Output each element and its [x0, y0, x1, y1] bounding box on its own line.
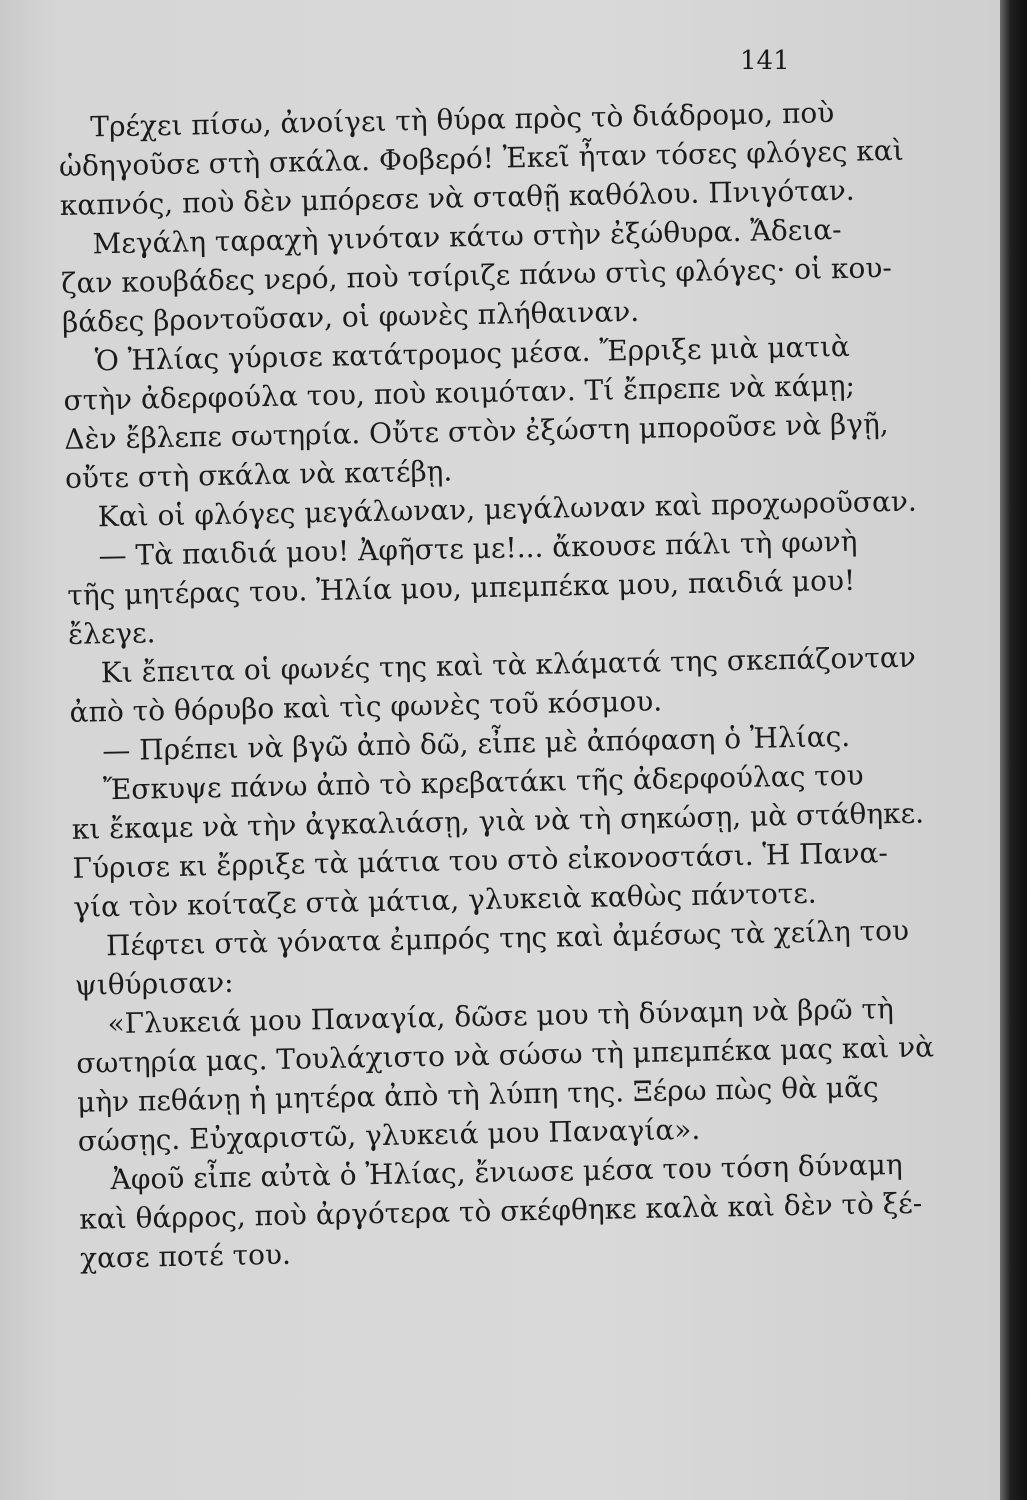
text-line: Ἔσκυψε πάνω ἀπὸ τὸ κρεβατάκι τῆς ἀδερφούλας του — [102, 758, 864, 807]
text-line: Δὲν ἔβλεπε σωτηρία. Οὔτε στὸν ἐξώστη μποροῦσε νὰ βγῇ, — [64, 407, 889, 456]
text-line: Ὁ Ἠλίας γύρισε κατάτρομος μέσα. Ἔρριξε μιὰ ματιὰ — [94, 329, 851, 378]
text-line: ζαν κουβάδες νερό, ποὺ τσίριζε πάνω στὶς φλόγες· οἱ κου- — [61, 251, 893, 300]
text-line: Πέφτει στὰ γόνατα ἐμπρός της καὶ ἀμέσως τὰ χείλη του — [105, 913, 910, 963]
text-line: χασε ποτέ του. — [79, 1237, 292, 1275]
body-text — [58, 93, 935, 1278]
text-line: σωτηρία μας. Τουλάχιστο νὰ σώσω τὴ μπεμπέκα μας καὶ νὰ — [76, 1030, 935, 1080]
text-line: Γύρισε κι ἔρριξε τὰ μάτια του στὸ εἰκονοστάσι. Ἡ Πανα- — [72, 836, 889, 885]
text-line: οὔτε στὴ σκάλα νὰ κατέβῃ. — [64, 454, 453, 495]
text-line: καὶ θάρρος, ποὺ ἀργότερα τὸ σκέφθηκε καλὰ καὶ δὲν τὸ ξέ- — [79, 1186, 923, 1236]
text-line: — Τὰ παιδιά μου! Ἀφῆστε με!... ἄκουσε πάλι τὴ φωνὴ — [98, 524, 858, 573]
text-line: σώσῃς. Εὐχαριστῶ, γλυκειά μου Παναγία». — [77, 1112, 701, 1158]
text-line: γία τὸν κοίταζε στὰ μάτια, γλυκειὰ καθὼς πάντοτε. — [73, 876, 817, 924]
text-line: βάδες βροντοῦσαν, οἱ φωνὲς πλήθαιναν. — [61, 294, 640, 339]
text-line: ἔλεγε. — [67, 616, 156, 651]
text-line: Κι ἔπειτα οἱ φωνές της καὶ τὰ κλάματά της σκεπάζονταν — [100, 640, 917, 690]
text-line: Ἀφοῦ εἶπε αὐτὰ ὁ Ἠλίας, ἔνιωσε μέσα του τόση δύναμη — [110, 1147, 903, 1197]
text-line: «Γλυκειά μου Παναγία, δῶσε μου τὴ δύναμη νὰ βρῶ τὴ — [107, 992, 895, 1041]
text-line: καπνός, ποὺ δὲν μπόρεσε νὰ σταθῇ καθόλου. Πνιγόταν. — [59, 173, 855, 222]
page-number: 141 — [740, 46, 790, 76]
page-edge — [1000, 0, 1027, 1500]
text-line: τῆς μητέρας του. Ἠλία μου, μπεμπέκα μου, παιδιά μου! — [67, 563, 856, 612]
text-line: ἀπὸ τὸ θόρυβο καὶ τὶς φωνὲς τοῦ κόσμου. — [69, 684, 663, 729]
text-line: — Πρέπει νὰ βγῶ ἀπὸ δῶ, εἶπε μὲ ἀπόφαση ὁ Ἠλίας. — [102, 719, 851, 768]
text-line: Τρέχει πίσω, ἀνοίγει τὴ θύρα πρὸς τὸ διάδρομο, ποὺ — [90, 96, 835, 144]
text-line: ψιθύρισαν: — [74, 965, 234, 1002]
text-line: Καὶ οἱ φλόγες μεγάλωναν, μεγάλωναν καὶ προχωροῦσαν. — [97, 484, 918, 534]
text-line: κι ἔκαμε νὰ τὴν ἀγκαλιάσῃ, γιὰ νὰ τὴ σηκώσῃ, μὰ στάθηκε. — [71, 796, 925, 846]
text-line: Μεγάλη ταραχὴ γινόταν κάτω στὴν ἐξώθυρα. Ἄδεια- — [92, 212, 842, 261]
text-line: ὡδηγοῦσε στὴ σκάλα. Φοβερό! Ἐκεῖ ἦταν τόσες φλόγες καὶ — [58, 133, 904, 183]
text-line: μὴν πεθάνῃ ἡ μητέρα ἀπὸ τὴ λύπη της. Ξέρω πὼς θὰ μᾶς — [76, 1070, 879, 1119]
text-line: στὴν ἀδερφούλα του, ποὺ κοιμόταν. Τί ἔπρεπε νὰ κάμῃ; — [63, 368, 856, 417]
